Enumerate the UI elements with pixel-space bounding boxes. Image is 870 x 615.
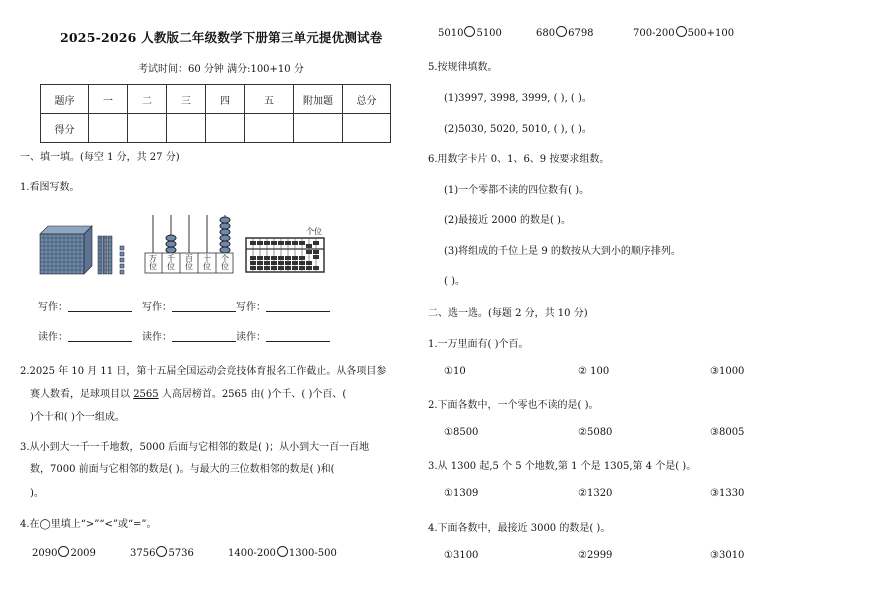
compare-left: 1400-200 [228,548,276,559]
mc-option[interactable]: ③1000 [710,366,745,377]
read-row-3 [236,328,330,343]
table-cell: 四 [206,85,245,114]
question-6-3-answer[interactable]: ( )。 [444,276,465,287]
score-table-header [41,85,391,114]
question-6: 6.用数字卡片 0、1、6、9 按要求组数。 [428,154,610,165]
question-4: 4.在◯里填上“>”“<”或“=”。 [20,519,157,530]
chinese-abacus-illustration [246,238,326,274]
abacus-label: 千位 [167,254,175,271]
table-cell: 附加题 [294,85,343,114]
write-row-3 [236,298,330,313]
table-cell: 题序 [41,85,89,114]
compare-circle[interactable] [156,546,167,557]
question-3-line-2: 数，7000 前面与它相邻的数是( )。与最大的三位数相邻的数是( )和( [30,464,335,475]
answer-blank[interactable] [68,331,132,342]
answer-blank[interactable] [68,301,132,312]
base-ten-blocks-illustration [40,226,140,276]
compare-left: 3756 [130,548,156,559]
question-6-3: (3)将组成的千位上是 9 的数按从大到小的顺序排列。 [444,246,681,257]
table-cell: 二 [128,85,167,114]
question-5-1: (1)3997, 3998, 3999, ( ), ( )。 [444,93,592,104]
abacus-label: 万位 [149,254,157,271]
score-input-cell[interactable] [128,114,167,143]
mc-question: 3.从 1300 起,5 个 5 个地数,第 1 个是 1305,第 4 个是( )。 [428,461,697,472]
compare-left: 5010 [438,28,464,39]
table-cell: 五 [245,85,294,114]
compare-item [633,26,734,39]
read-label: 读作： [38,332,68,343]
abacus-label: 十位 [203,254,211,271]
mc-option[interactable]: ①10 [444,366,466,377]
table-cell: 得分 [41,114,89,143]
question-5-2: (2)5030, 5020, 5010, ( ), ( )。 [444,124,592,135]
compare-right: 2009 [70,548,96,559]
compare-left: 680 [536,28,556,39]
section-1-heading: 一、填一填。(每空 1 分，共 27 分) [20,152,180,163]
question-2-line-1: 2.2025 年 10 月 11 日，第十五届全国运动会竞技体育报名工作截止。从各项目参 [20,366,387,377]
answer-blank[interactable] [172,331,236,342]
page-title: 2025-2026 人教版二年级数学下册第三单元提优测试卷 [60,30,383,45]
read-row-1 [38,328,132,343]
question-1: 1.看图写数。 [20,182,80,193]
compare-left: 2090 [32,548,58,559]
compare-circle[interactable] [556,26,567,37]
abacus-ones-label: 个位 [306,227,322,236]
write-label: 写作： [38,302,68,313]
compare-item [32,546,96,559]
read-row-2 [142,328,236,343]
compare-right: 6798 [568,28,594,39]
write-label: 写作： [142,302,172,313]
score-input-cell[interactable] [343,114,391,143]
compare-item [228,546,337,559]
abacus-label: 百位 [185,254,193,271]
question-2-line-2 [30,385,346,400]
table-cell: 一 [89,85,128,114]
underlined-number: 2565 [133,389,159,400]
question-3-line-1: 3.从小到大一千一千地数，5000 后面与它相邻的数是( )；从小到大一百一百地 [20,442,370,453]
question-6-1: (1)一个零都不读的四位数有( )。 [444,185,590,196]
mc-option[interactable]: ②2999 [578,550,613,561]
question-6-2: (2)最接近 2000 的数是( )。 [444,215,571,226]
question-3-line-3: )。 [30,488,44,499]
mc-question: 4.下面各数中，最接近 3000 的数是( )。 [428,523,611,534]
table-cell: 三 [167,85,206,114]
compare-item [438,26,502,39]
compare-circle[interactable] [58,546,69,557]
mc-option[interactable]: ②1320 [578,488,613,499]
answer-blank[interactable] [266,301,330,312]
abacus-label: 个位 [221,254,229,271]
question-5: 5.按规律填数。 [428,62,498,73]
read-label: 读作： [142,332,172,343]
mc-option[interactable]: ② 100 [578,366,610,377]
mc-option[interactable]: ②5080 [578,427,613,438]
read-label: 读作： [236,332,266,343]
answer-blank[interactable] [172,301,236,312]
score-input-cell[interactable] [206,114,245,143]
score-table [40,84,391,143]
table-cell: 总分 [343,85,391,114]
compare-right: 5736 [168,548,194,559]
compare-right: 500+100 [687,28,735,39]
write-label: 写作： [236,302,266,313]
score-input-cell[interactable] [89,114,128,143]
answer-blank[interactable] [266,331,330,342]
score-input-cell[interactable] [294,114,343,143]
mc-question: 2.下面各数中，一个零也不读的是( )。 [428,400,599,411]
mc-option[interactable]: ③3010 [710,550,745,561]
mc-option[interactable]: ①1309 [444,488,479,499]
mc-question: 1.一万里面有( )个百。 [428,339,529,350]
compare-circle[interactable] [277,546,288,557]
score-input-cell[interactable] [167,114,206,143]
mc-option[interactable]: ③8005 [710,427,745,438]
compare-circle[interactable] [676,26,687,37]
question-text: 人高居榜首。2565 由( )个千、( )个百、( [158,389,347,400]
exam-info: 考试时间：60 分钟 满分:100+10 分 [138,64,304,75]
compare-circle[interactable] [464,26,475,37]
compare-right: 1300-500 [288,548,337,559]
write-row-2 [142,298,236,313]
section-2-heading: 二、选一选。(每题 2 分，共 10 分) [428,308,588,319]
question-2-line-3: )个十和( )个一组成。 [30,412,125,423]
mc-option[interactable]: ①8500 [444,427,479,438]
write-row-1 [38,298,132,313]
compare-right: 5100 [476,28,502,39]
score-table-row [41,114,391,143]
mc-option[interactable]: ③1330 [710,488,745,499]
question-text: 赛人数看，足球项目以 [30,389,134,400]
compare-item [536,26,594,39]
compare-item [130,546,194,559]
compare-left: 700-200 [633,28,675,39]
mc-option[interactable]: ①3100 [444,550,479,561]
score-input-cell[interactable] [245,114,294,143]
